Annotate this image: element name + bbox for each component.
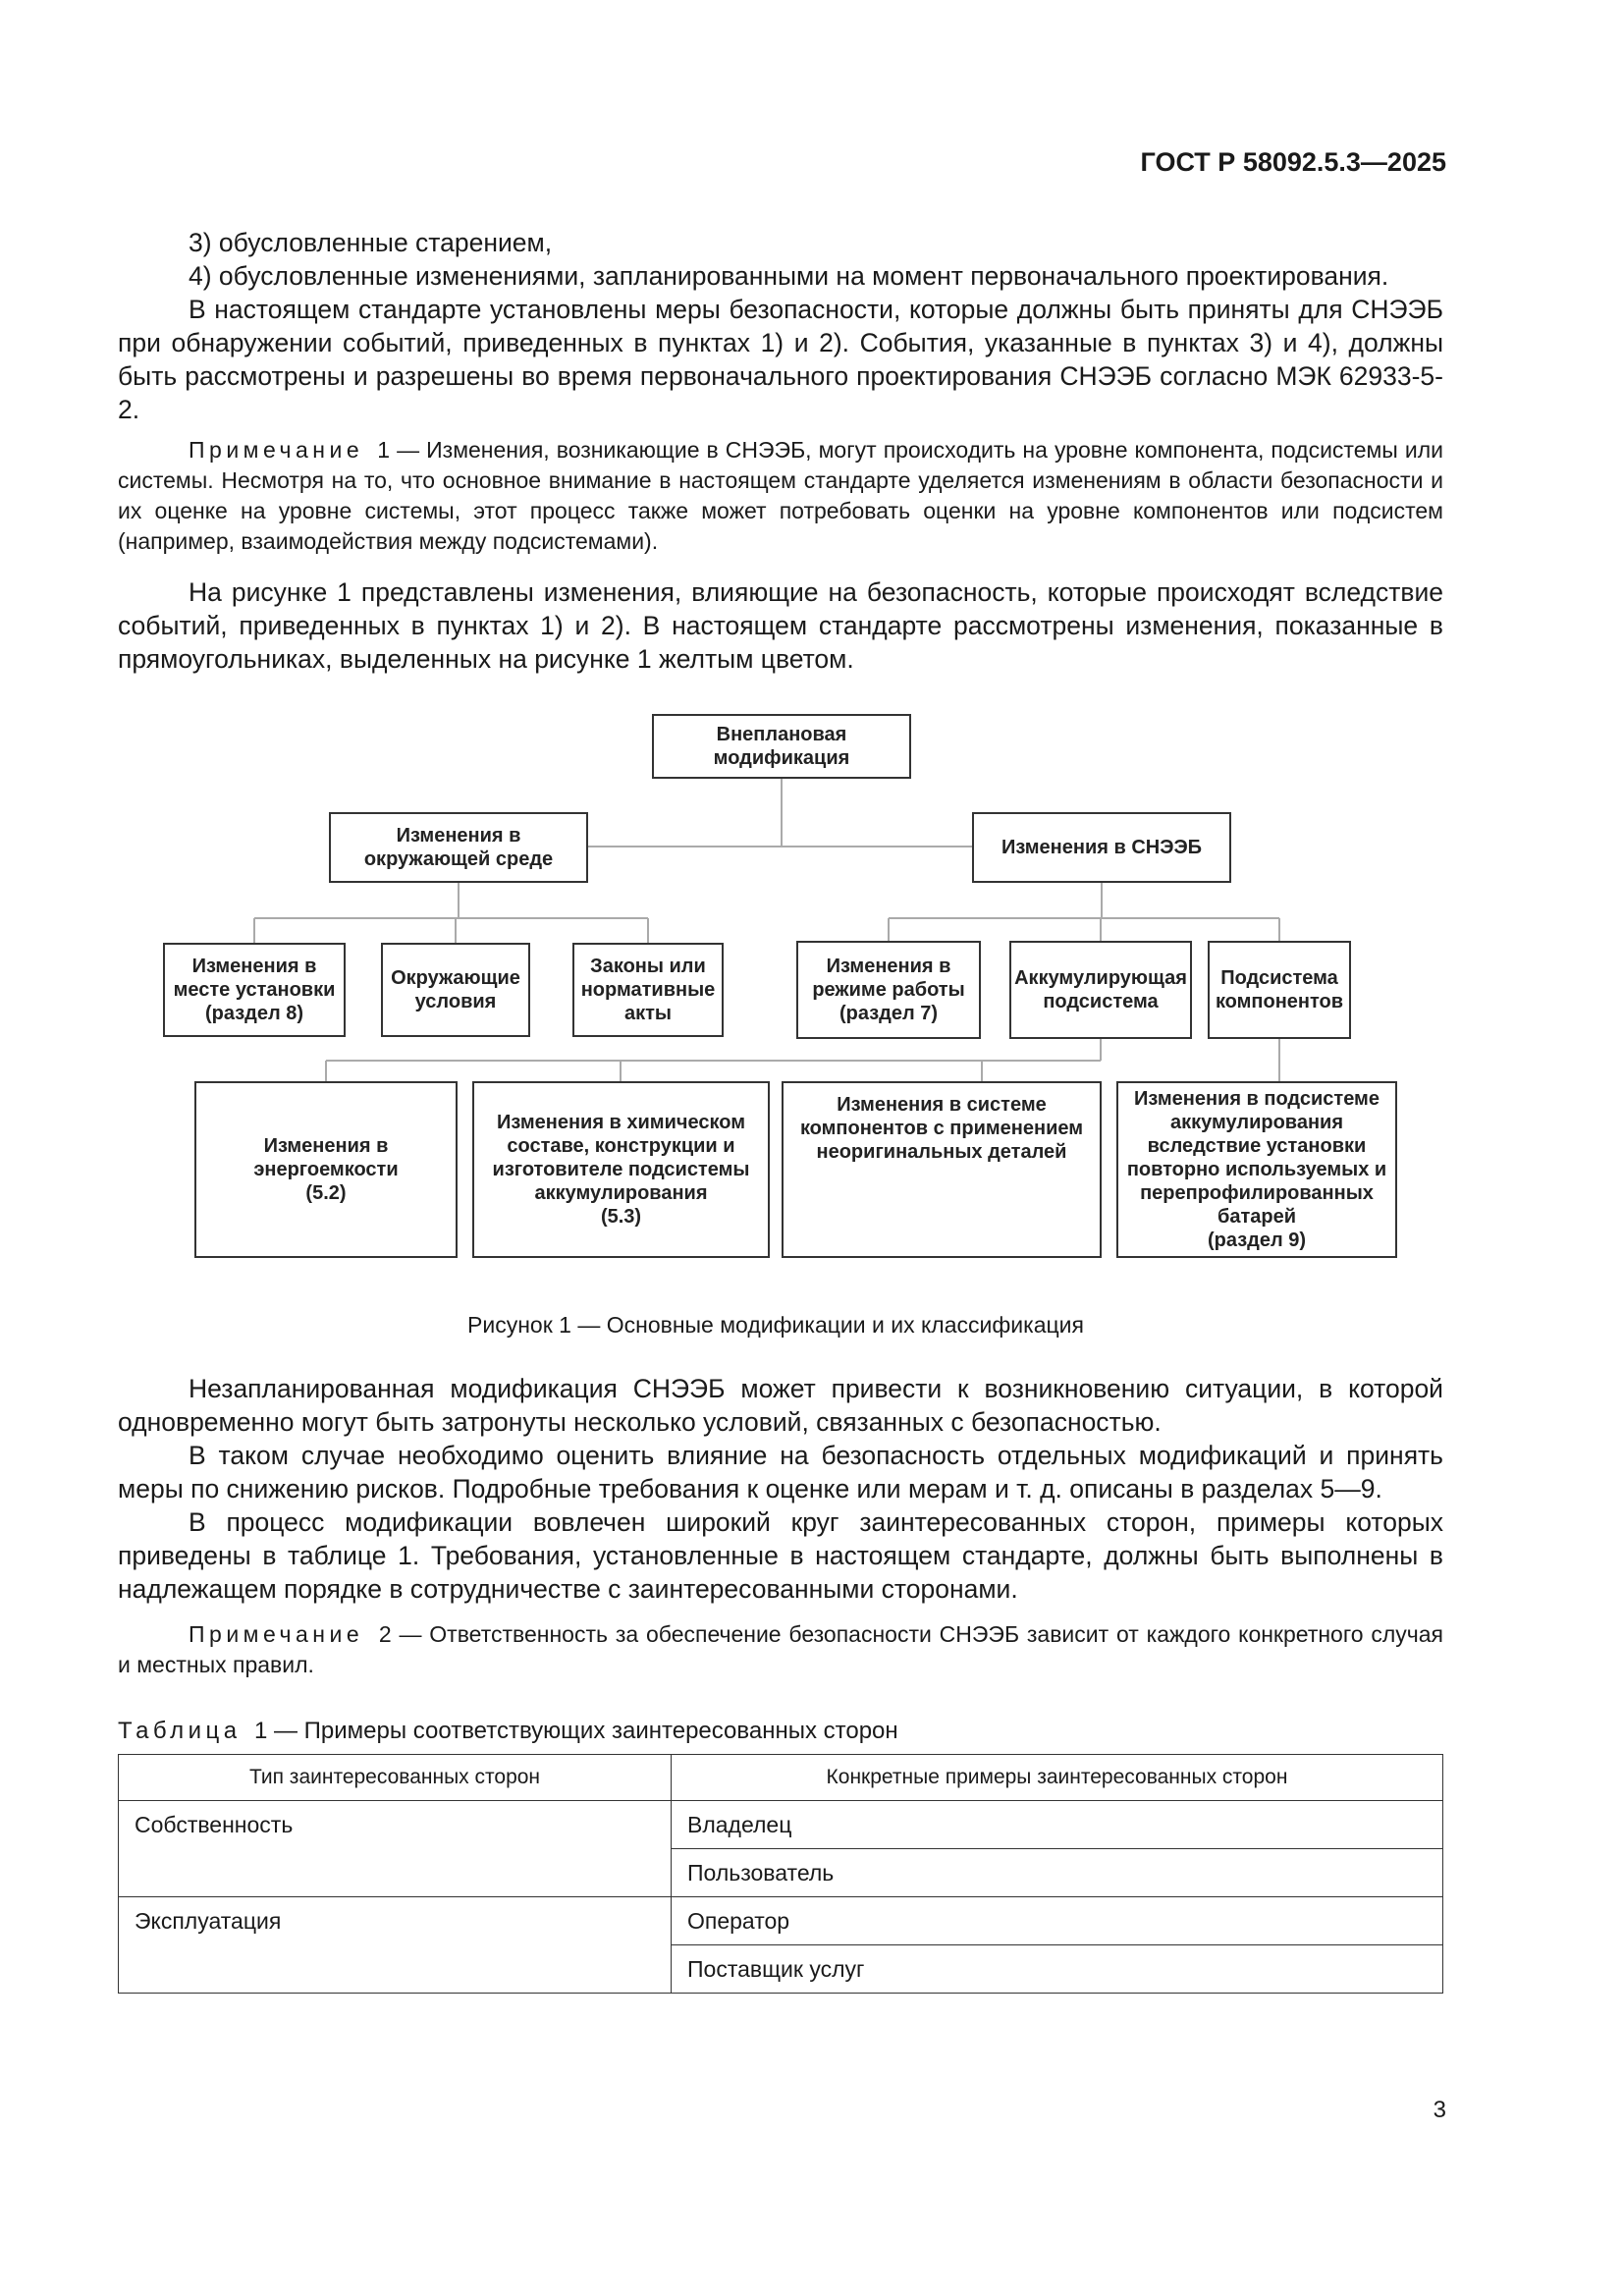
list-item-3: 3) обусловленные старением, xyxy=(189,228,553,257)
diagram-box-install xyxy=(163,943,346,1037)
diagram-box-components xyxy=(1208,941,1351,1039)
note-text: — Ответственность за обеспечение безопасности СНЭЭБ зависит от каждого конкретного случая и местных правил. xyxy=(118,1621,1444,1677)
table-cell-type: Собственность xyxy=(119,1801,672,1897)
diagram-box-snaeb xyxy=(972,812,1231,883)
figure-intro-text xyxy=(118,575,1443,676)
diagram-box-line: Изменения в СНЭЭБ xyxy=(1001,837,1203,858)
note-2 xyxy=(118,1619,1443,1680)
diagram-box-line: Подсистема xyxy=(1220,967,1338,989)
document-code: ГОСТ Р 58092.5.3—2025 xyxy=(1140,147,1446,177)
diagram-box-line: окружающей среде xyxy=(363,848,554,870)
paragraph: В таком случае необходимо оценить влияние на безопасность отдельных модификаций и принять меры по снижению рисков. Подробные требования к оценке или мерам и т. д. описаны в разделах 5—9. xyxy=(118,1441,1443,1503)
diagram-box-line: (раздел 9) xyxy=(1207,1230,1307,1251)
table-row xyxy=(119,1897,1443,1945)
diagram-box-line: повторно используемых и xyxy=(1126,1159,1387,1180)
diagram-box-line: режиме работы xyxy=(812,979,965,1001)
diagram-box-line: энергоемкости xyxy=(253,1159,399,1180)
diagram-box-line: подсистема xyxy=(1043,991,1159,1012)
diagram-box-reused xyxy=(1116,1081,1397,1258)
diagram-box-line: перепрофилированных xyxy=(1140,1182,1374,1204)
stakeholders-table xyxy=(118,1754,1443,1994)
diagram-box-line: аккумулирования xyxy=(1169,1112,1344,1133)
intro-text xyxy=(118,226,1443,426)
table-row xyxy=(119,1801,1443,1849)
table-cell-example: Пользователь xyxy=(672,1849,1443,1897)
diagram-box-line: модификация xyxy=(713,747,850,769)
paragraph: В процесс модификации вовлечен широкий круг заинтересованных сторон, примеры которых приведены в таблице 1. Требования, установленные в настоящем стандарте, должны быть выполнены в надлежащем порядке в сотрудничестве с заинтересованными сторонами. xyxy=(118,1507,1443,1604)
note-1 xyxy=(118,435,1443,557)
diagram-box-accum xyxy=(1009,941,1192,1039)
diagram-box-line: Изменения в системе xyxy=(837,1094,1047,1116)
diagram-box-line: (5.3) xyxy=(600,1206,642,1228)
diagram-box-line: неоригинальных деталей xyxy=(816,1141,1067,1163)
diagram-box-line: вследствие установки xyxy=(1147,1135,1367,1157)
diagram-box-line: Аккумулирующая xyxy=(1014,967,1187,989)
diagram-box-env xyxy=(329,812,588,883)
note-text: — Изменения, возникающие в СНЭЭБ, могут происходить на уровне компонента, подсистемы или системы. Несмотря на то, что основное внимание в настоящем стандарте уделяется изменениям в области безопасности и их оценке на уровне системы, этот процесс также может потребовать оценки на уровне компонентов или подсистем (например, взаимодействия между подсистемами). xyxy=(118,437,1444,554)
diagram-box-line: (раздел 8) xyxy=(204,1003,304,1024)
table-cell-type: Эксплуатация xyxy=(119,1897,672,1994)
diagram-box-line: (раздел 7) xyxy=(839,1003,939,1024)
table-cell-example: Оператор xyxy=(672,1897,1443,1945)
diagram-box-conditions xyxy=(381,943,530,1037)
figure-caption: Рисунок 1 — Основные модификации и их классификация xyxy=(467,1312,1084,1338)
paragraph: На рисунке 1 представлены изменения, влияющие на безопасность, которые происходят вследствие событий, приведенных в пунктах 1) и 2). В настоящем стандарте рассмотрены изменения, показанные в прямоугольниках, выделенных на рисунке 1 желтым цветом. xyxy=(118,577,1443,674)
diagram-box-line: составе, конструкции и xyxy=(507,1135,735,1157)
diagram-box-energy xyxy=(194,1081,458,1258)
page-number: 3 xyxy=(1433,2097,1446,2123)
table-cell-example: Поставщик услуг xyxy=(672,1945,1443,1994)
note-label: Примечание xyxy=(189,437,364,463)
diagram-box-line: аккумулирования xyxy=(534,1182,708,1204)
diagram-box-line: (5.2) xyxy=(305,1182,347,1204)
table-header-cell: Тип заинтересованных сторон xyxy=(119,1755,672,1801)
diagram-box-line: условия xyxy=(414,991,497,1012)
note-number: 1 xyxy=(377,437,391,463)
table-header-row xyxy=(119,1755,1443,1801)
diagram-box-line: Изменения в подсистеме xyxy=(1134,1088,1380,1110)
diagram-box-line: акты xyxy=(623,1003,672,1024)
paragraph: В настоящем стандарте установлены меры безопасности, которые должны быть приняты для СНЭЭБ при обнаружении событий, приведенных в пунктах 1) и 2). События, указанные в пунктах 3) и 4), должны быть рассмотрены и разрешены во время первоначального проектирования СНЭЭБ согласно МЭК 62933-5-2. xyxy=(118,295,1443,424)
note-number: 2 xyxy=(378,1621,392,1647)
diagram-box-root xyxy=(652,714,911,779)
diagram-box-line: компонентов с применением xyxy=(799,1118,1084,1139)
diagram-box-line: Изменения в xyxy=(396,825,521,847)
diagram-box-line: Изменения в xyxy=(191,956,317,977)
diagram-box-line: Изменения в химическом xyxy=(497,1112,745,1133)
diagram-box-line: Внеплановая xyxy=(716,724,847,745)
table-cell-example: Владелец xyxy=(672,1801,1443,1849)
table-header-cell: Конкретные примеры заинтересованных сторон xyxy=(672,1755,1443,1801)
body-text xyxy=(118,1372,1443,1606)
table-title xyxy=(118,1718,898,1745)
diagram-box-line: нормативные xyxy=(580,979,716,1001)
diagram-box-line: месте установки xyxy=(173,979,336,1001)
table-label: Таблица xyxy=(118,1718,242,1744)
table-title-text: — Примеры соответствующих заинтересованных сторон xyxy=(267,1718,898,1744)
list-item-4: 4) обусловленные изменениями, запланированными на момент первоначального проектирования. xyxy=(189,261,1389,291)
diagram-box-line: Окружающие xyxy=(391,967,520,989)
diagram-box-line: Изменения в xyxy=(826,956,951,977)
note-label: Примечание xyxy=(189,1621,364,1647)
diagram-box-line: изготовителе подсистемы xyxy=(492,1159,750,1180)
diagram-box-nonorig xyxy=(782,1081,1102,1258)
diagram-box-line: компонентов xyxy=(1215,991,1344,1012)
diagram-box-line: батарей xyxy=(1217,1206,1297,1228)
paragraph: Незапланированная модификация СНЭЭБ может привести к возникновению ситуации, в которой одновременно могут быть затронуты несколько условий, связанных с безопасностью. xyxy=(118,1374,1443,1437)
diagram-box-mode xyxy=(796,941,981,1039)
table-number: 1 xyxy=(253,1718,268,1744)
diagram-box-line: Изменения в xyxy=(263,1135,389,1157)
diagram-box-laws xyxy=(572,943,724,1037)
diagram-box-chem xyxy=(472,1081,770,1258)
diagram-box-line: Законы или xyxy=(590,956,706,977)
